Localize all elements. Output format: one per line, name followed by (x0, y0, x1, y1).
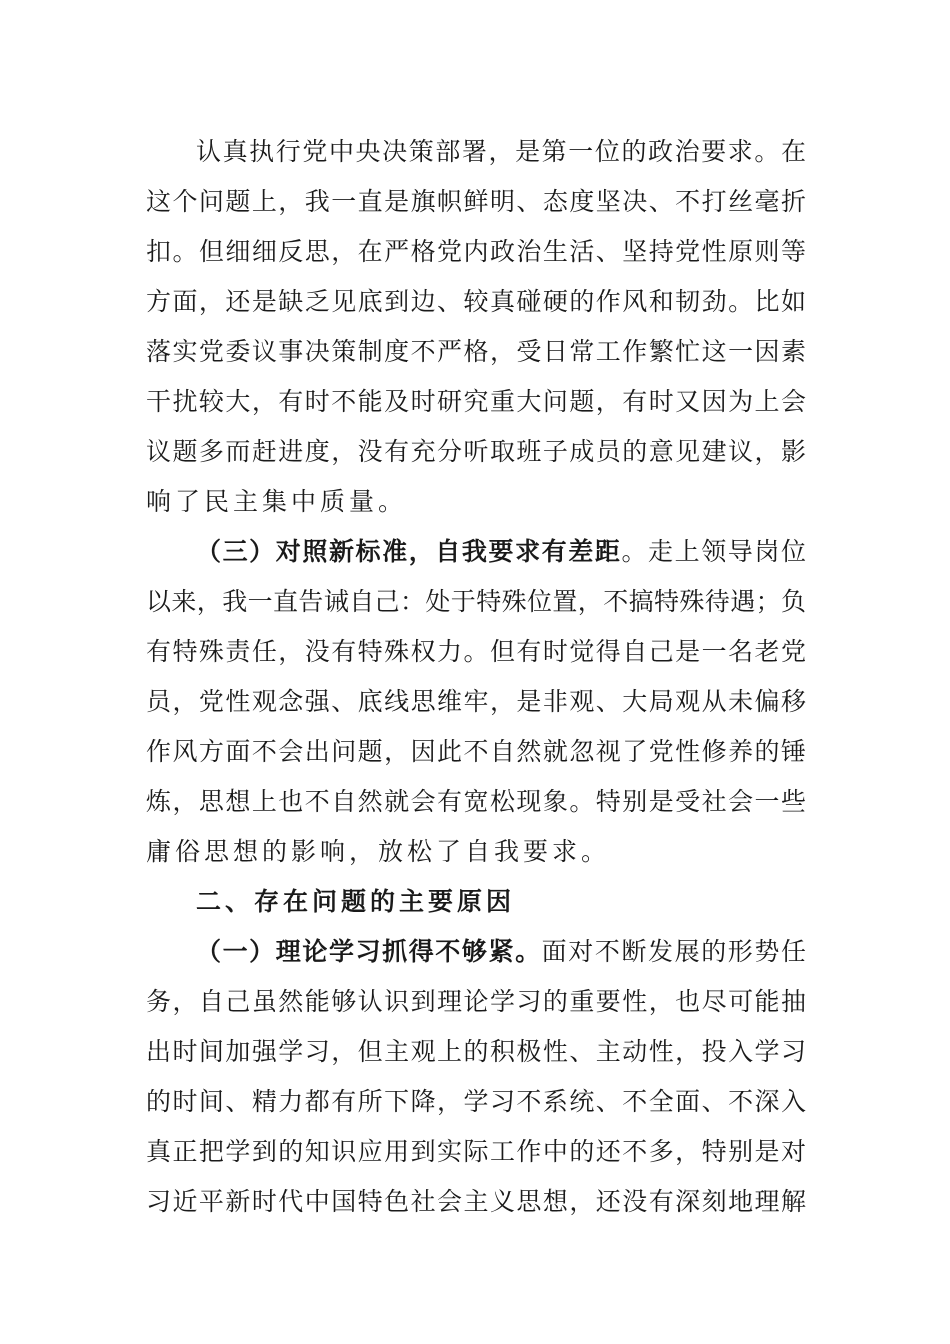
paragraph-line: 作风方面不会出问题，因此不自然就忽视了党性修养的锤 (146, 737, 806, 766)
section-title-rest: 。走上领导岗位 (621, 537, 806, 566)
paragraph-line: 真正把学到的知识应用到实际工作中的还不多，特别是对 (146, 1137, 806, 1166)
paragraph-line: 落实党委议事决策制度不严格，受日常工作繁忙这一因素 (146, 337, 806, 366)
paragraph-line: 务，自己虽然能够认识到理论学习的重要性，也尽可能抽 (146, 987, 806, 1016)
chapter-heading: 二、存在问题的主要原因 (196, 887, 516, 916)
paragraph-line: 响了民主集中质量。 (146, 487, 408, 516)
paragraph-line: 议题多而赶进度，没有充分听取班子成员的意见建议，影 (146, 437, 806, 466)
paragraph-line: 认真执行党中央决策部署，是第一位的政治要求。在 (196, 137, 806, 166)
paragraph-line: 的时间、精力都有所下降，学习不系统、不全面、不深入 (146, 1087, 806, 1116)
section-title-bold: （一）理论学习抓得不够紧。 (196, 937, 542, 966)
section-title-bold: （三）对照新标准，自我要求有差距 (196, 537, 622, 566)
section-title-rest: 面对不断发展的形势任 (541, 937, 806, 966)
paragraph-line: 干扰较大，有时不能及时研究重大问题，有时又因为上会 (146, 387, 806, 416)
paragraph-line: 扣。但细细反思，在严格党内政治生活、坚持党性原则等 (146, 237, 806, 266)
section-heading-3 (196, 534, 806, 570)
paragraph-line: 以来，我一直告诫自己：处于特殊位置，不搞特殊待遇；负 (146, 587, 806, 616)
paragraph-line: 习近平新时代中国特色社会主义思想，还没有深刻地理解 (146, 1187, 806, 1216)
paragraph-line: 这个问题上，我一直是旗帜鲜明、态度坚决、不打丝毫折 (146, 187, 806, 216)
paragraph-line: 方面，还是缺乏见底到边、较真碰硬的作风和韧劲。比如 (146, 287, 806, 316)
section-heading-1 (196, 934, 806, 970)
paragraph-line: 有特殊责任，没有特殊权力。但有时觉得自己是一名老党 (146, 637, 806, 666)
paragraph-line: 炼，思想上也不自然就会有宽松现象。特别是受社会一些 (146, 787, 806, 816)
paragraph-line: 员，党性观念强、底线思维牢，是非观、大局观从未偏移 (146, 687, 806, 716)
paragraph-line: 庸俗思想的影响，放松了自我要求。 (146, 837, 611, 866)
paragraph-line: 出时间加强学习，但主观上的积极性、主动性，投入学习 (146, 1037, 806, 1066)
